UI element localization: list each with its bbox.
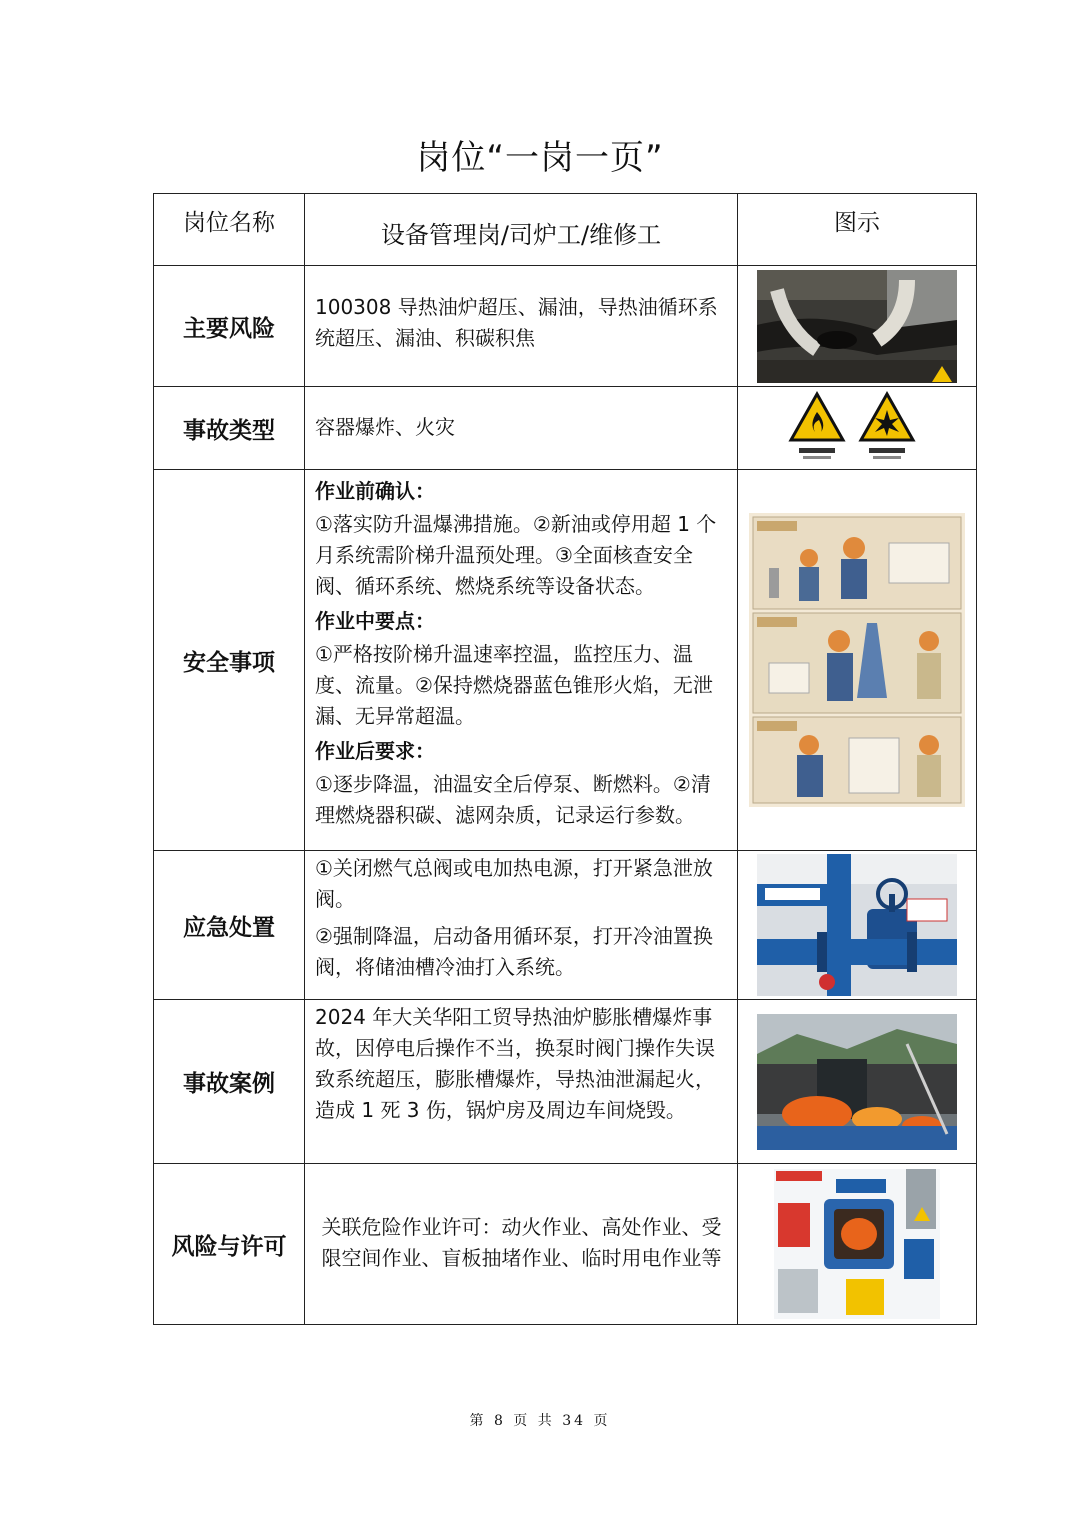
- page-title: 岗位“一岗一页”: [416, 138, 664, 178]
- image-cell-accident-type: [738, 387, 977, 470]
- safety-during-title: 作业中要点：: [315, 609, 435, 633]
- row-text-accident-type: 容器爆炸、火灾: [305, 387, 738, 470]
- image-cell-safety: [738, 470, 977, 851]
- row-text-main-risk: 100308 导热油炉超压、漏油，导热油循环系统超压、漏油、积碳积焦: [305, 266, 738, 387]
- image-cell-emergency: [738, 851, 977, 1000]
- pipe-leak-photo: [757, 270, 957, 383]
- row-label-emergency: 应急处置: [154, 851, 305, 1000]
- row-label-main-risk: 主要风险: [154, 266, 305, 387]
- header-illustration-label: 图示: [738, 194, 977, 266]
- header-post-name-value: 设备管理岗/司炉工/维修工: [305, 194, 738, 266]
- table-row-accident-type: [154, 387, 977, 470]
- table-row-permit: [154, 1164, 977, 1325]
- table-row-case: [154, 1000, 977, 1164]
- safety-procedure-comic-image: [749, 513, 965, 807]
- image-cell-case: [738, 1000, 977, 1164]
- row-label-permit: 风险与许可: [154, 1164, 305, 1325]
- post-info-table: [153, 193, 977, 1325]
- table-row-main-risk: [154, 266, 977, 387]
- row-label-case: 事故案例: [154, 1000, 305, 1164]
- table-row-emergency: [154, 851, 977, 1000]
- table-header-row: [154, 194, 977, 266]
- explosion-fire-photo: [757, 1014, 957, 1150]
- row-content-safety: [305, 470, 738, 851]
- safety-before-title: 作业前确认：: [315, 479, 435, 503]
- safety-during-text: ①严格按阶梯升温速率控温，监控压力、温度、流量。②保持燃烧器蓝色锥形火焰，无泄漏、无异常超温。: [315, 642, 713, 728]
- emergency-step-2: ②强制降温，启动备用循环泵，打开冷油置换阀，将储油槽冷油打入系统。: [315, 924, 713, 979]
- image-cell-main-risk: [738, 266, 977, 387]
- explosion-warning-icon: [861, 394, 913, 459]
- hazardous-work-permit-diagram: [774, 1169, 940, 1319]
- page-footer: 第 8 页 共 34 页: [469, 1413, 611, 1429]
- table-row-safety: [154, 470, 977, 851]
- row-content-emergency: [305, 851, 738, 1000]
- warning-signs-image: [787, 390, 927, 466]
- emergency-step-1: ①关闭燃气总阀或电加热电源，打开紧急泄放阀。: [315, 856, 713, 911]
- safety-after-title: 作业后要求：: [315, 739, 435, 763]
- row-text-case: 2024 年大关华阳工贸导热油炉膨胀槽爆炸事故，因停电后操作不当，换泵时阀门操作失误致系统超压，膨胀槽爆炸，导热油泄漏起火，造成 1 死 3 伤，锅炉房及周边车间烧毁。: [305, 1000, 738, 1164]
- fire-warning-icon: [791, 394, 843, 459]
- valve-photo: [757, 854, 957, 996]
- row-label-accident-type: 事故类型: [154, 387, 305, 470]
- safety-after-text: ①逐步降温，油温安全后停泵、断燃料。②清理燃烧器积碳、滤网杂质，记录运行参数。: [315, 772, 711, 827]
- safety-before-text: ①落实防升温爆沸措施。②新油或停用超 1 个月系统需阶梯升温预处理。③全面核查安全阀、循环系统、燃烧系统等设备状态。: [315, 512, 717, 598]
- image-cell-permit: [738, 1164, 977, 1325]
- row-text-permit: 关联危险作业许可：动火作业、高处作业、受限空间作业、盲板抽堵作业、临时用电作业等: [305, 1164, 738, 1325]
- header-post-name-label: 岗位名称: [154, 194, 305, 266]
- row-label-safety: 安全事项: [154, 470, 305, 851]
